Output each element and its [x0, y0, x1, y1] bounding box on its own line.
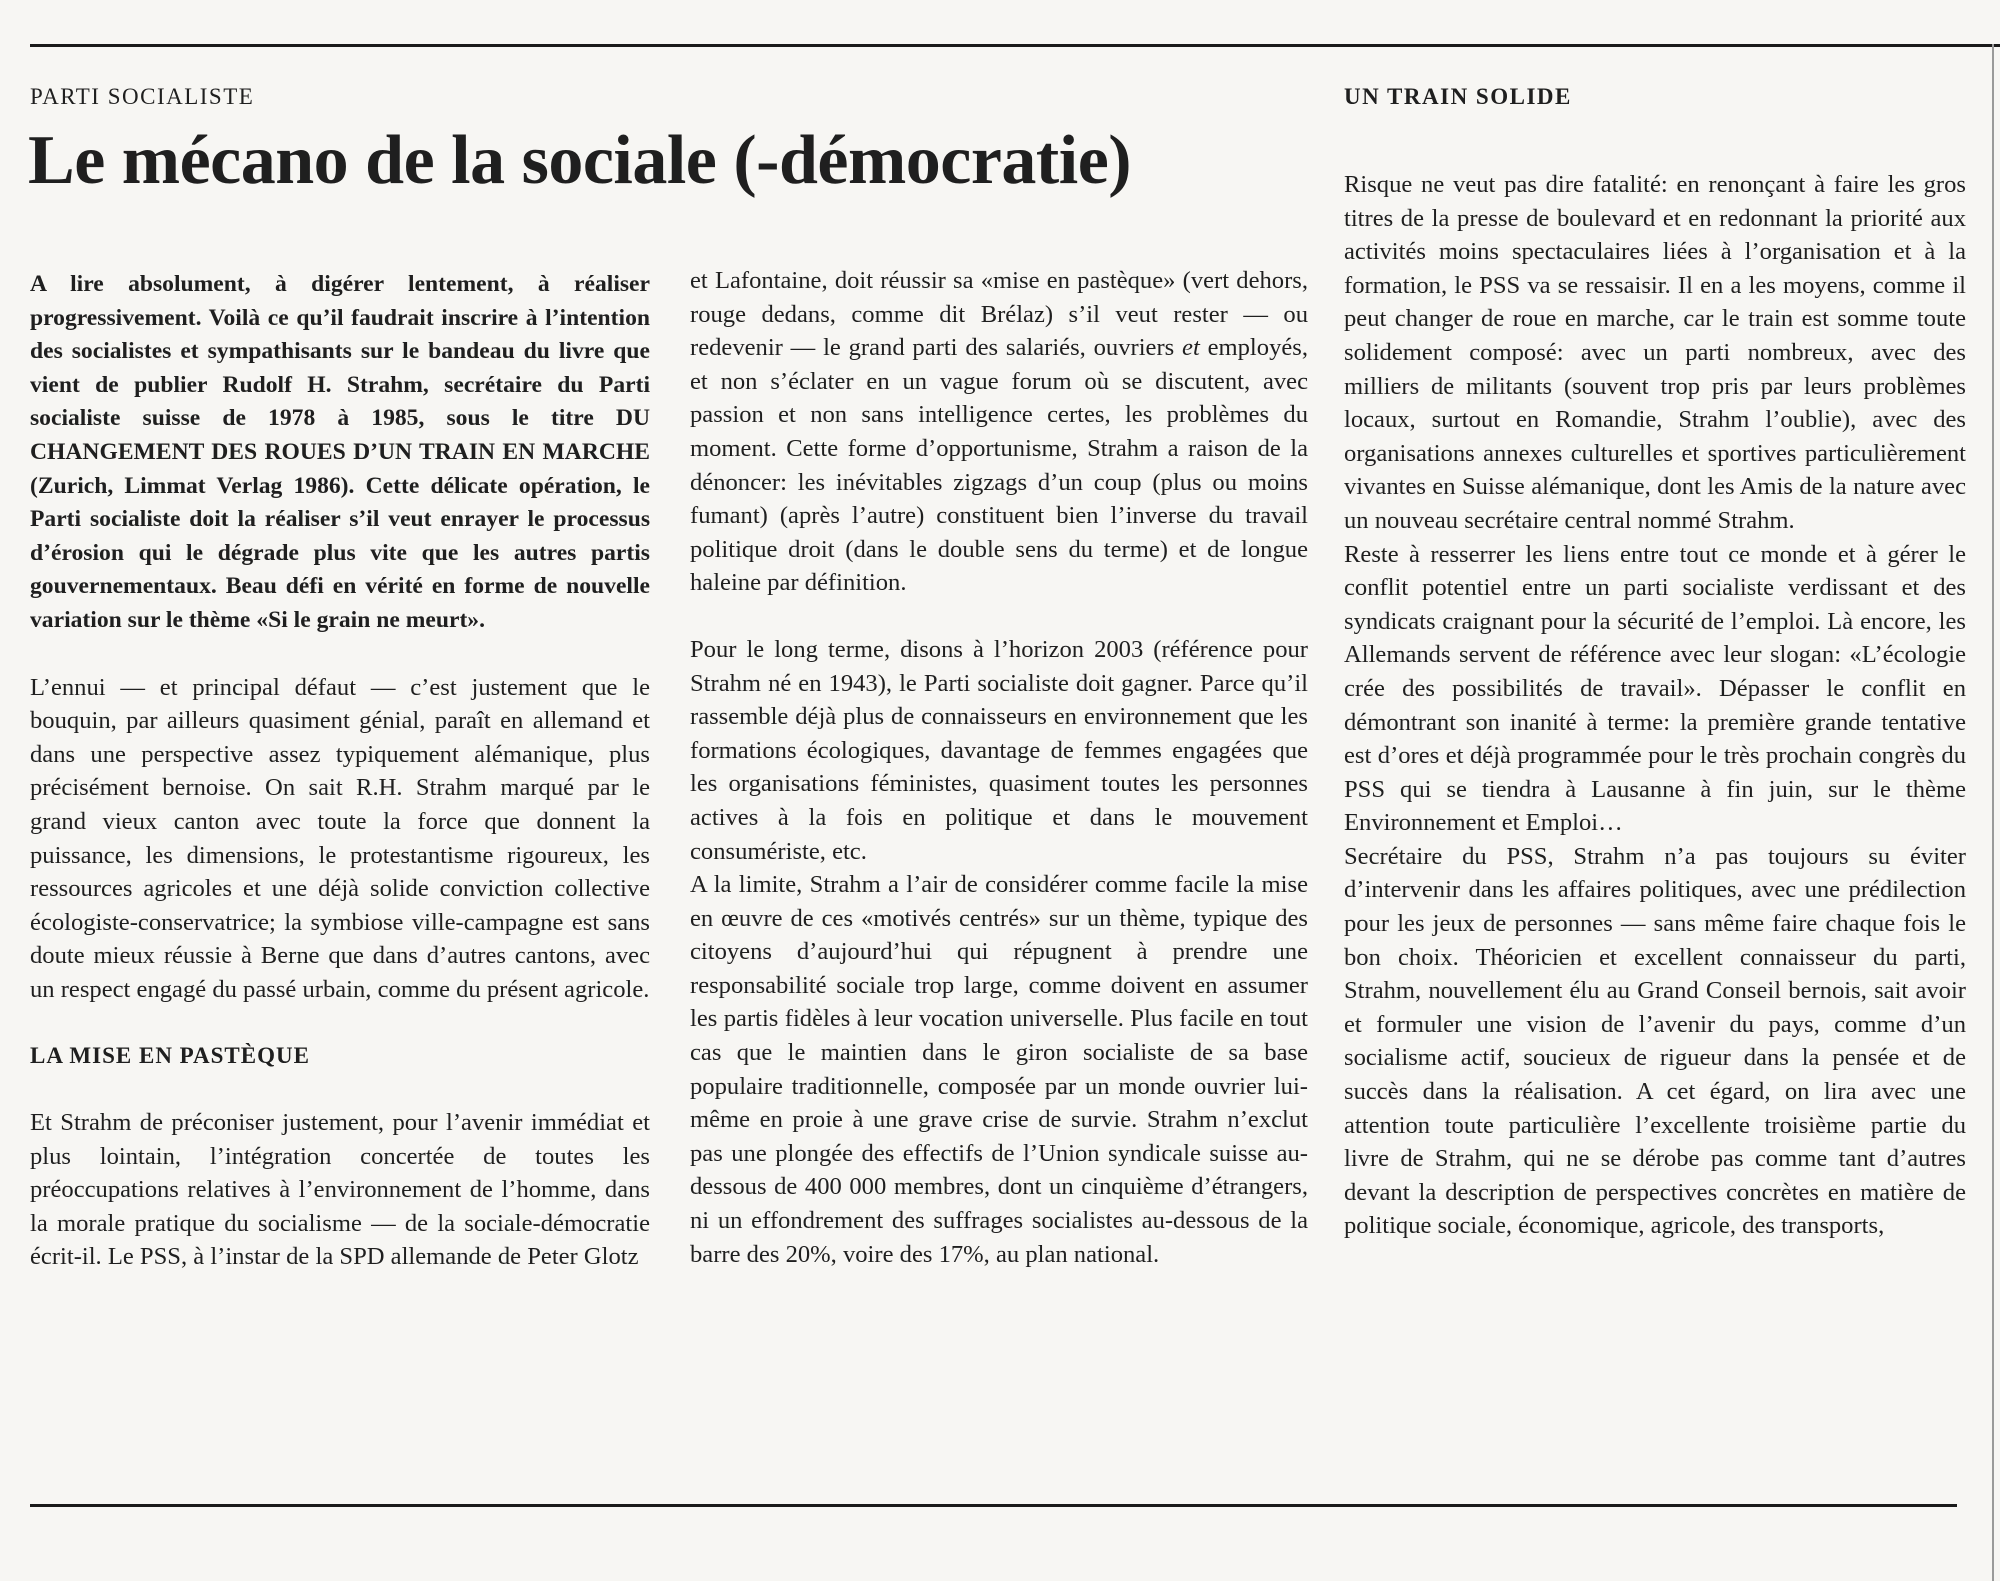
emphasis-text: et [1182, 334, 1200, 362]
paragraph: A la limite, Strahm a l’air de considérer comme facile la mise en œuvre de ces «motivés centrés» sur un thème, typique des citoyens d’aujourd’hui qui répugnent à prendre une responsabilité sociale trop large, comme doivent en assumer les partis fidèles à leur vocation universelle. Plus facile en tout cas que le maintien dans le giron socialiste de sa base populaire traditionnelle, composée par un monde ouvrier lui-même en proie à une grave crise de survie. Strahm n’exclut pas une plongée des effectifs de l’Union syndicale suisse au-dessous de 400 000 membres, dont un cinquième d’étrangers, ni un effondrement des suffrages socialistes au-dessous de la barre des 20%, voire des 17%, au plan national. [690, 871, 1308, 1268]
paragraph: Risque ne veut pas dire fatalité: en renonçant à faire les gros titres de la presse de boulevard et en redonnant la priorité aux activités moins spectaculaires liées à l’organisation et à la formation, le PSS va se ressaisir. Il en a les moyens, comme il peut changer de roue en marche, car le train est somme toute solidement composé: avec un parti nombreux, avec des milliers de militants (souvent trop pris par leurs problèmes locaux, surtout en Romandie, Strahm l’oublie), avec des organisations annexes culturelles et sportives particulièrement vivantes en Suisse alémanique, dont les Amis de la nature avec un nouveau secrétaire central nommé Strahm. [1344, 171, 1966, 534]
column-3 [1344, 168, 1966, 1243]
page-edge [1992, 44, 1994, 1581]
paragraph: Reste à resserrer les liens entre tout ce monde et à gérer le conflit potentiel entre un parti socialiste verdissant et des syndicats craignant pour la sécurité de l’emploi. Là encore, les Allemands servent de référence avec leur slogan: «L’écologie crée des possibilités de travail». Dépasser le conflit en démontrant son inanité à terme: la première grande tentative est d’ores et déjà programmée pour le très prochain congrès du PSS qui se tiendra à Lausanne à fin juin, sur le thème Environnement et Emploi… [1344, 540, 1966, 837]
paragraph: Secrétaire du PSS, Strahm n’a pas toujours su éviter d’intervenir dans les affaires politiques, avec une prédilection pour les jeux de personnes — sans même faire chaque fois le bon choix. Théoricien et excellent connaisseur du parti, Strahm, nouvellement élu au Grand Conseil bernois, sait avoir et formuler une vision de l’avenir du pays, comme d’un socialisme actif, soucieux de rigueur dans la pensée et de succès dans la réalisation. A cet égard, on lira avec une attention toute particulière l’excellente troisième partie du livre de Strahm, qui ne se dérobe pas comme tant d’autres devant la description de perspectives concrètes en matière de politique sociale, économique, agricole, des transports, [1344, 842, 1966, 1240]
lead-paragraph: A lire absolument, à digérer lentement, à réaliser progressivement. Voilà ce qu’il faudrait inscrire à l’intention des socialistes et sympathisants sur le bandeau du livre que vient de publier Rudolf H. Strahm, secrétaire du Parti socialiste suisse de 1978 à 1985, sous le titre DU CHANGEMENT DES ROUES D’UN TRAIN EN MARCHE (Zurich, Limmat Verlag 1986). Cette délicate opération, le Parti socialiste doit la réaliser s’il veut enrayer le processus d’érosion qui le dégrade plus vite que les autres partis gouvernementaux. Beau défi en vérité en forme de nouvelle variation sur le thème «Si le grain ne meurt». [30, 271, 650, 633]
subhead-un-train-solide: UN TRAIN SOLIDE [1344, 84, 1572, 109]
paragraph-text: et Lafontaine, doit réussir sa «mise en pastèque» (vert dehors, rouge dedans, comme dit Brélaz) s’il veut rester — ou redevenir — le grand parti des salariés, ouvriers [690, 267, 1308, 362]
top-rule [30, 44, 2000, 47]
bottom-rule [30, 1504, 1957, 1507]
column-1 [30, 268, 650, 1274]
column-2 [690, 264, 1308, 1271]
rubric-label: PARTI SOCIALISTE [30, 84, 255, 109]
paragraph: L’ennui — et principal défaut — c’est justement que le bouquin, par ailleurs quasiment génial, paraît en allemand et dans une perspective assez typiquement alémanique, plus précisément bernoise. On sait R.H. Strahm marqué par le grand vieux canton avec toute la force que donnent la puissance, les dimensions, le protestantisme rigoureux, les ressources agricoles et une déjà solide conviction collective écologiste-conservatrice; la symbiose ville-campagne est sans doute mieux réussie à Berne que dans d’autres cantons, avec un respect engagé du passé urbain, comme du présent agricole. [30, 673, 650, 1003]
paragraph [690, 264, 1308, 600]
paragraph-text: employés, et non s’éclater en un vague forum où se discutent, avec passion et non sans intelligence certes, les problèmes du moment. Cette forme d’opportunisme, Strahm a raison de la dénoncer: les inévitables zigzags d’un coup (plus ou moins fumant) (après l’autre) constituent bien l’inverse du travail politique droit (dans le double sens du terme) et de longue haleine par définition. [690, 334, 1308, 597]
paragraph: Et Strahm de préconiser justement, pour l’avenir immédiat et plus lointain, l’intégration concertée de toutes les préoccupations relatives à l’environnement de l’homme, dans la morale pratique du socialisme — de la sociale-démocratie écrit-il. Le PSS, à l’instar de la SPD allemande de Peter Glotz [30, 1109, 650, 1271]
article-title: Le mécano de la sociale (-démocratie) [28, 122, 1132, 199]
subhead-mise-en-pasteque: LA MISE EN PASTÈQUE [30, 1043, 310, 1069]
paragraph: Pour le long terme, disons à l’horizon 2003 (référence pour Strahm né en 1943), le Parti socialiste doit gagner. Parce qu’il rassemble déjà plus de connaisseurs en environnement que les formations écologiques, davantage de femmes engagées que les organisations féministes, quasiment toutes les personnes actives à la fois en politique et dans le mouvement consumériste, etc. [690, 635, 1308, 865]
